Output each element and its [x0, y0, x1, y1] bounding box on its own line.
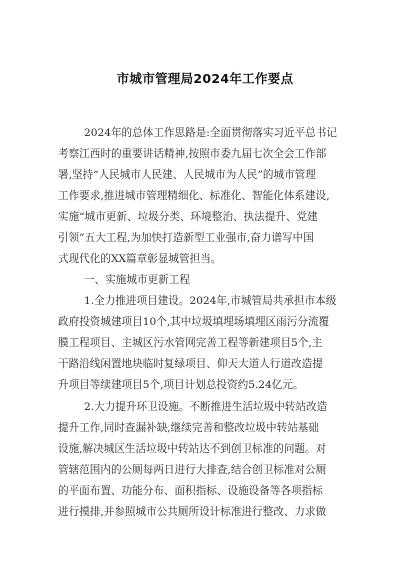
- paragraph-line: 管辖范围内的公厕每两日进行大排查,结合创卫标准对公厕: [58, 464, 327, 476]
- paragraph-line: 实施“城市更新、垃圾分类、环境整治、执法提升、党建: [58, 211, 318, 223]
- paragraph-line: 2.大力提升环卫设施。不断推进生活垃圾中转站改造: [84, 401, 328, 413]
- document-title: 市城市管理局2024年工作要点: [116, 71, 294, 86]
- paragraph-line: 2024年的总体工作思路是:全面贯彻落实习近平总书记: [84, 127, 337, 139]
- paragraph-line: 进行摸排,并参照城市公共厕所设计标准进行整改、力求做: [58, 506, 327, 518]
- paragraph-line: 膜工程项目、主城区污水管网完善工程等新建项目5个,主: [58, 337, 323, 349]
- paragraph-line: 式现代化的XX篇章彰显城管担当。: [58, 253, 222, 265]
- paragraph-line: 设施,解决城区生活垃圾中转站达不到创卫标准的问题。对: [58, 443, 327, 455]
- paragraph-line: 升项目等续建项目5个,项目计划总投资约5.24亿元。: [58, 379, 304, 391]
- section-heading: 一、实施城市更新工程: [84, 274, 190, 286]
- paragraph-line: 政府投资城建项目10个,其中垃圾填埋场填埋区雨污分流覆: [58, 316, 330, 328]
- paragraph-line: 干路沿线闲置地块临时复绿项目、仰天大道人行道改造提: [58, 358, 323, 370]
- paragraph-line: 工作要求,推进城市管理精细化、标准化、智能化体系建设,: [58, 190, 330, 202]
- paragraph-line: 的平面布置、功能分布、面积指标、设施设备等各项指标: [58, 485, 323, 497]
- paragraph-line: 考察江西时的重要讲话精神,按照市委九届七次全会工作部: [58, 148, 327, 160]
- paragraph-line: 署,坚持“人民城市人民建、人民城市为人民”的城市管理: [58, 169, 316, 181]
- paragraph-line: 引领”五大工程,为加快打造新型工业强市,奋力谱写中国: [58, 232, 314, 244]
- paragraph-line: 1.全力推进项目建设。2024年,市城管局共承担市本级: [84, 295, 337, 307]
- paragraph-line: 提升工作,同时查漏补缺,继续完善和整改垃圾中转站基础: [58, 422, 319, 434]
